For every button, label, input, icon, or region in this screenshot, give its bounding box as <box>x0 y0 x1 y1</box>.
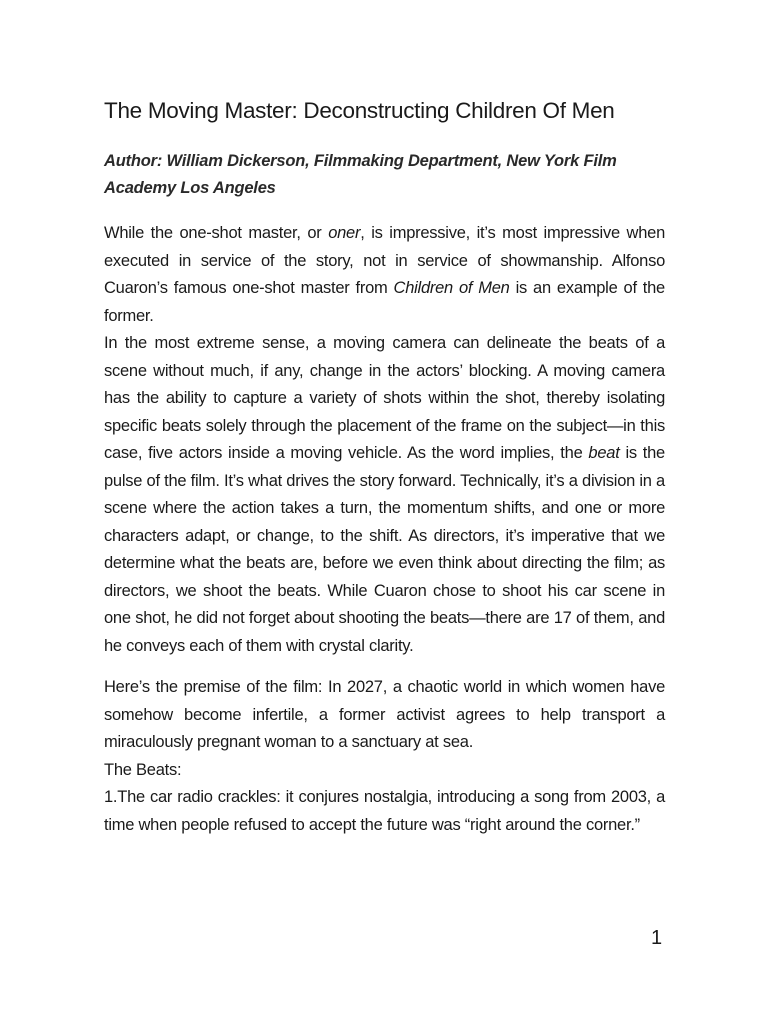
emphasis-film-title: Children of Men <box>393 279 510 297</box>
emphasis-oner: oner <box>328 224 361 242</box>
text-run: is an example of the former. <box>104 279 665 325</box>
beat-item-1: 1.The car radio crackles: it conjures nostalgia, introducing a song from 2003, a time when people refused to accept the future was “right around the corner.” <box>104 788 665 834</box>
text-run: While the one-shot master, or <box>104 224 329 242</box>
document-title: The Moving Master: Deconstructing Children Of Men <box>104 98 615 123</box>
paragraph-intro <box>104 220 665 330</box>
text-run: is the pulse of the film. It’s what drives the story forward. Technically, it’s a division in a scene where the action takes a turn, the momentum shifts, and one or more characters adapt, or change, to the shift. As directors, it’s imperative that we determine what the beats are, before we even think about directing the film; as directors, we shoot the beats. While Cuaron chose to shoot his car scene in one shot, he did not forget about shooting the beats—there are 17 of them, and he conveys each of them with crystal clarity. <box>104 444 665 655</box>
emphasis-beat: beat <box>588 444 620 462</box>
text-run: , is impressive, it’s most impressive when executed in service of the story, not in service of showmanship. Alfonso Cuaron’s famous one-shot master from <box>104 224 666 297</box>
text-run: In the most extreme sense, a moving camera can delineate the beats of a scene without much, if any, change in the actors’ blocking. A moving camera has the ability to capture a variety of shots within the shot, thereby isolating specific beats solely through the placement of the frame on the subject—in this case, five actors inside a moving vehicle. As the word implies, the <box>104 334 665 462</box>
paragraph-premise: Here’s the premise of the film: In 2027, a chaotic world in which women have somehow become infertile, a former activist agrees to help transport a miraculously pregnant woman to a sanctuary at sea. <box>104 678 665 751</box>
document-page <box>104 96 665 839</box>
beats-heading: The Beats: <box>104 760 182 779</box>
author-line: Author: William Dickerson, Filmmaking Department, New York Film Academy Los Angeles <box>104 152 617 197</box>
page-number: 1 <box>651 927 663 949</box>
paragraph-beats-explanation <box>104 330 665 660</box>
